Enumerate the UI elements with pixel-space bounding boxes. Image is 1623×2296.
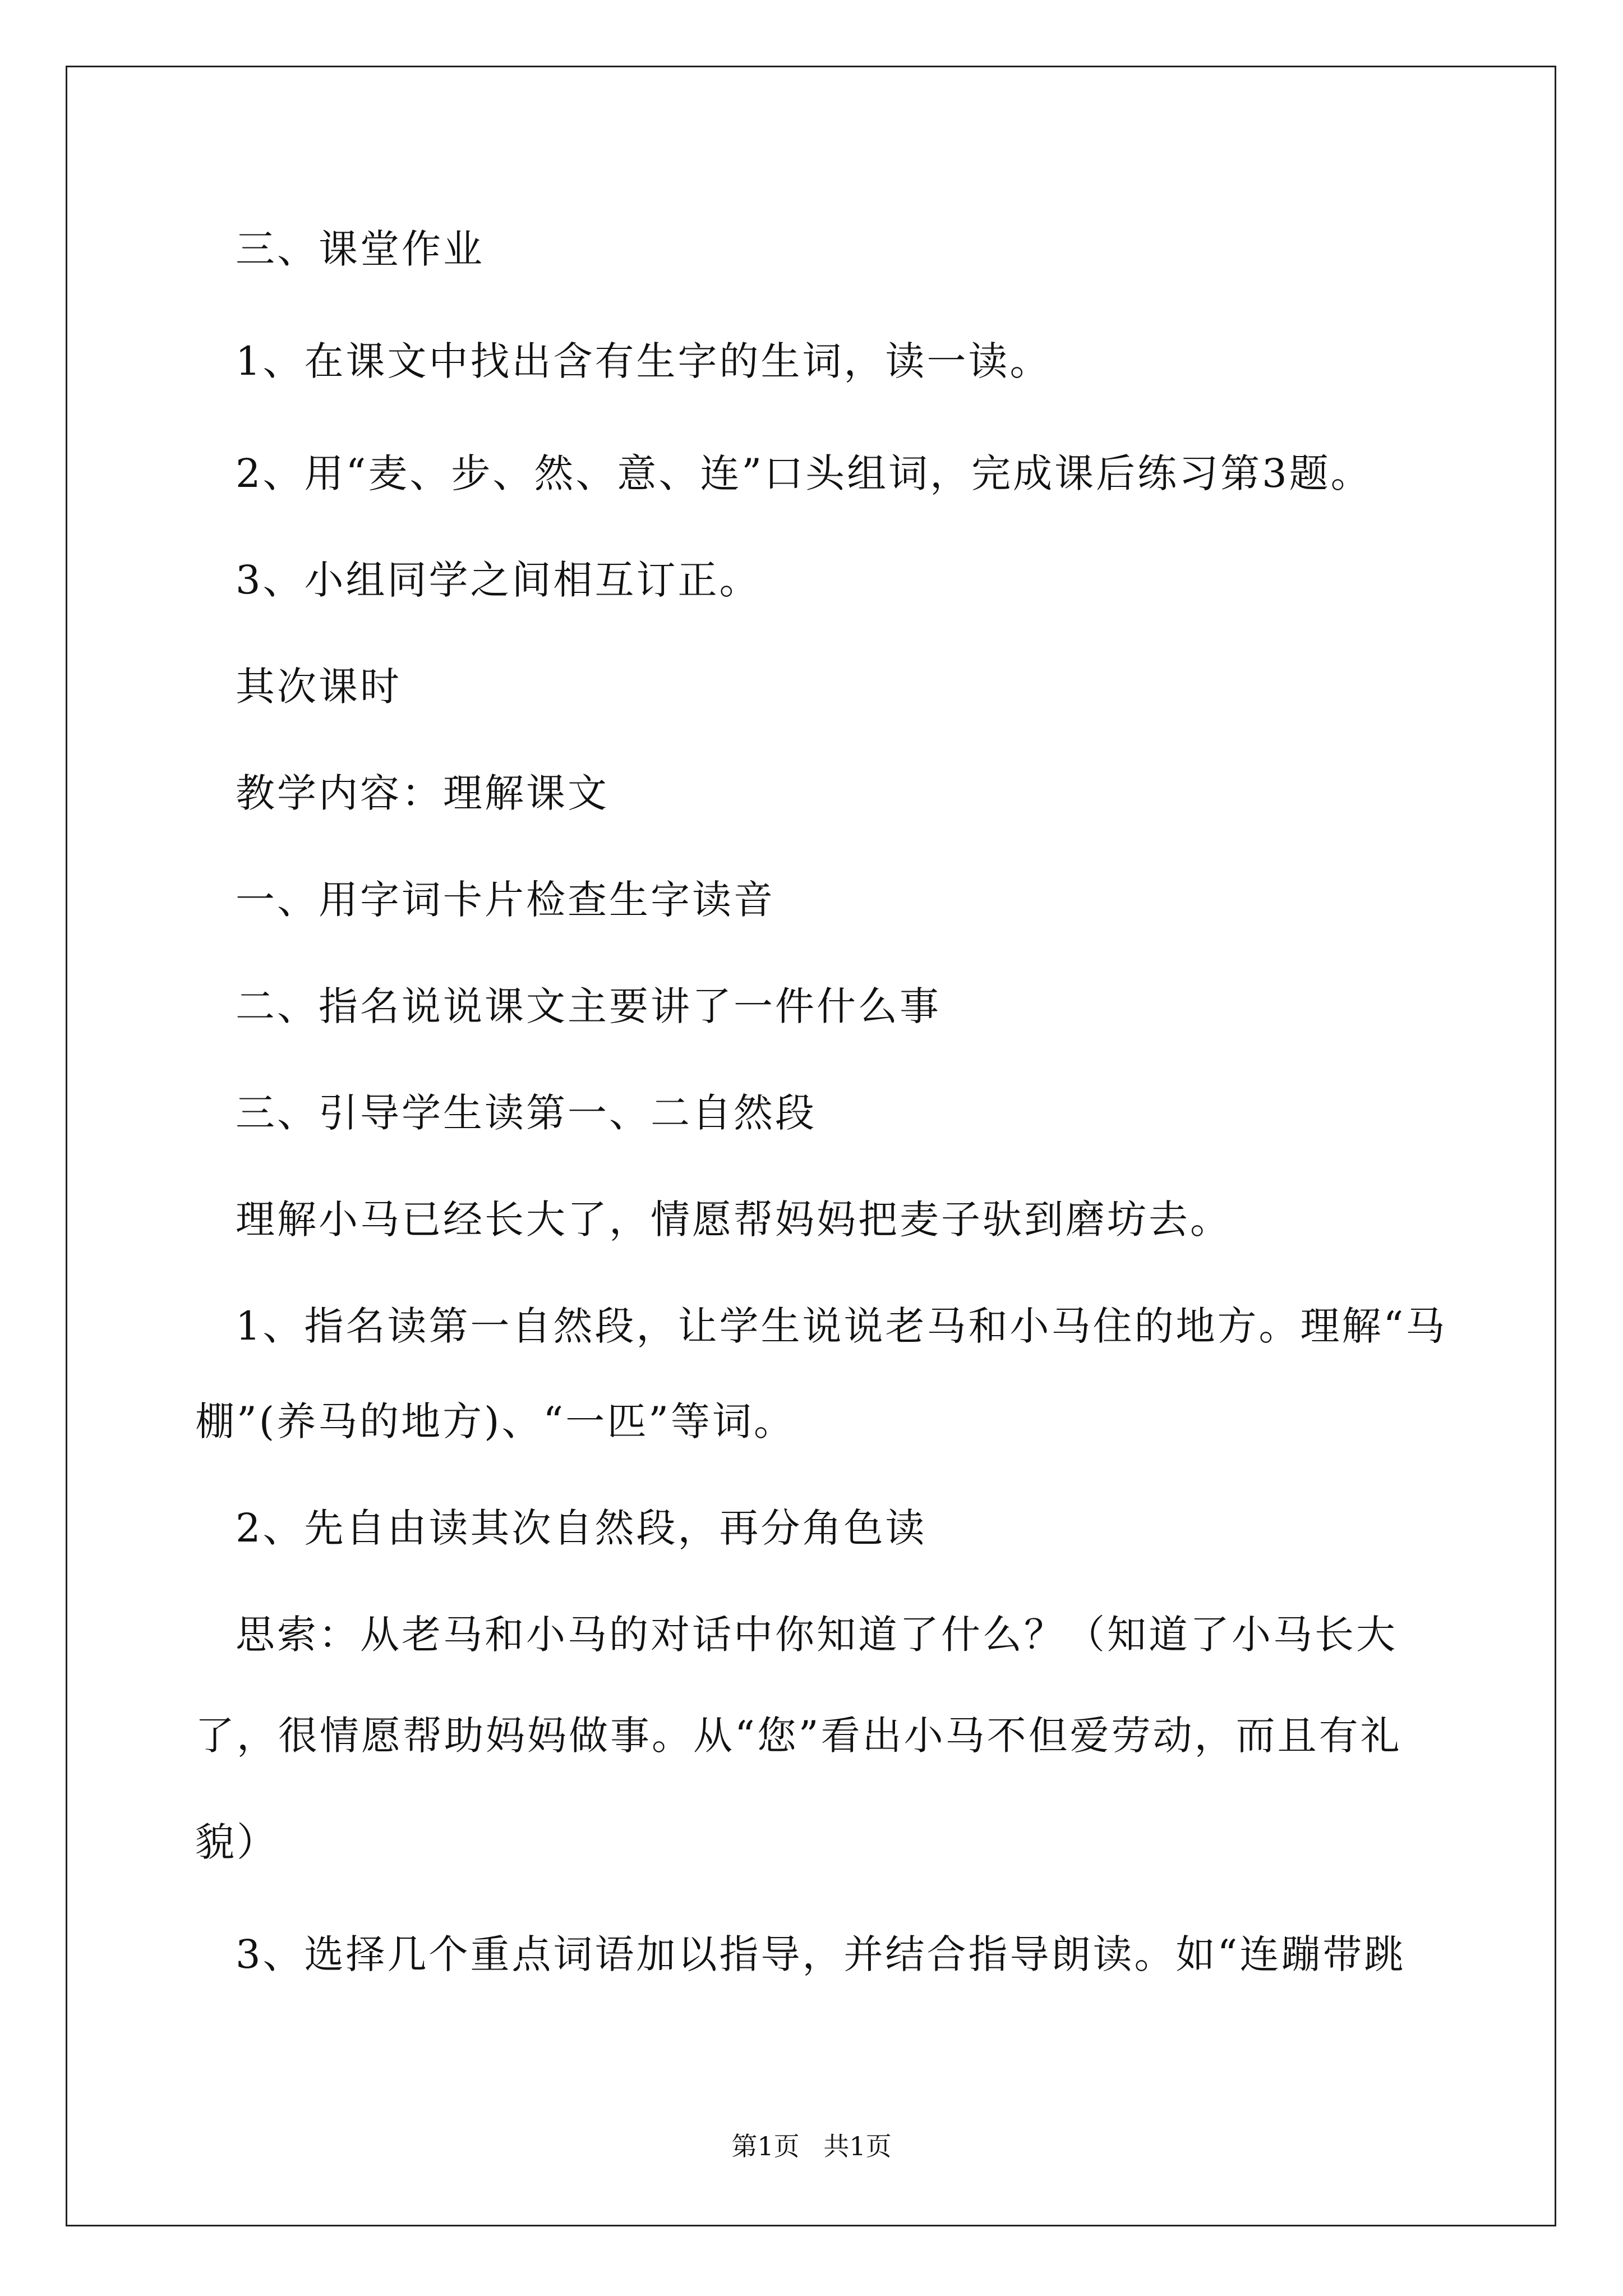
list-item: 2、用“麦、步、然、意、连”口头组词，完成课后练习第3题。	[236, 450, 1372, 496]
paragraph: 理解小马已经长大了，情愿帮妈妈把麦子驮到磨坊去。	[236, 1197, 1232, 1243]
page-total: 共1页	[823, 2131, 892, 2161]
step-heading: 三、引导学生读第一、二自然段	[236, 1090, 817, 1136]
page-number: 第1页	[731, 2131, 800, 2161]
step-heading: 一、用字词卡片检查生字读音	[236, 877, 775, 923]
page-footer	[0, 2126, 1623, 2163]
step-heading: 二、指名说说课文主要讲了一件什么事	[236, 983, 941, 1029]
paragraph: 2、先自由读其次自然段，再分角色读	[236, 1505, 927, 1551]
section-heading-homework: 三、课堂作业	[236, 226, 485, 272]
paragraph: 1、指名读第一自然段，让学生说说老马和小马住的地方。理解“马	[236, 1303, 1447, 1349]
paragraph: 思索：从老马和小马的对话中你知道了什么？（知道了小马长大	[236, 1612, 1398, 1658]
teaching-content: 教学内容：理解课文	[236, 770, 609, 816]
section-heading-second-lesson: 其次课时	[236, 664, 402, 710]
list-item: 1、在课文中找出含有生字的生词，读一读。	[236, 338, 1052, 384]
list-item: 3、小组同学之间相互订正。	[236, 557, 761, 603]
paragraph: 3、选择几个重点词语加以指导，并结合指导朗读。如“连蹦带跳	[236, 1931, 1406, 1977]
paragraph-continuation: 貌）	[195, 1819, 278, 1865]
paragraph-continuation: 棚”(养马的地方)、“一匹”等词。	[195, 1398, 795, 1444]
paragraph-continuation: 了，很情愿帮助妈妈做事。从“您”看出小马不但爱劳动，而且有礼	[195, 1713, 1402, 1759]
